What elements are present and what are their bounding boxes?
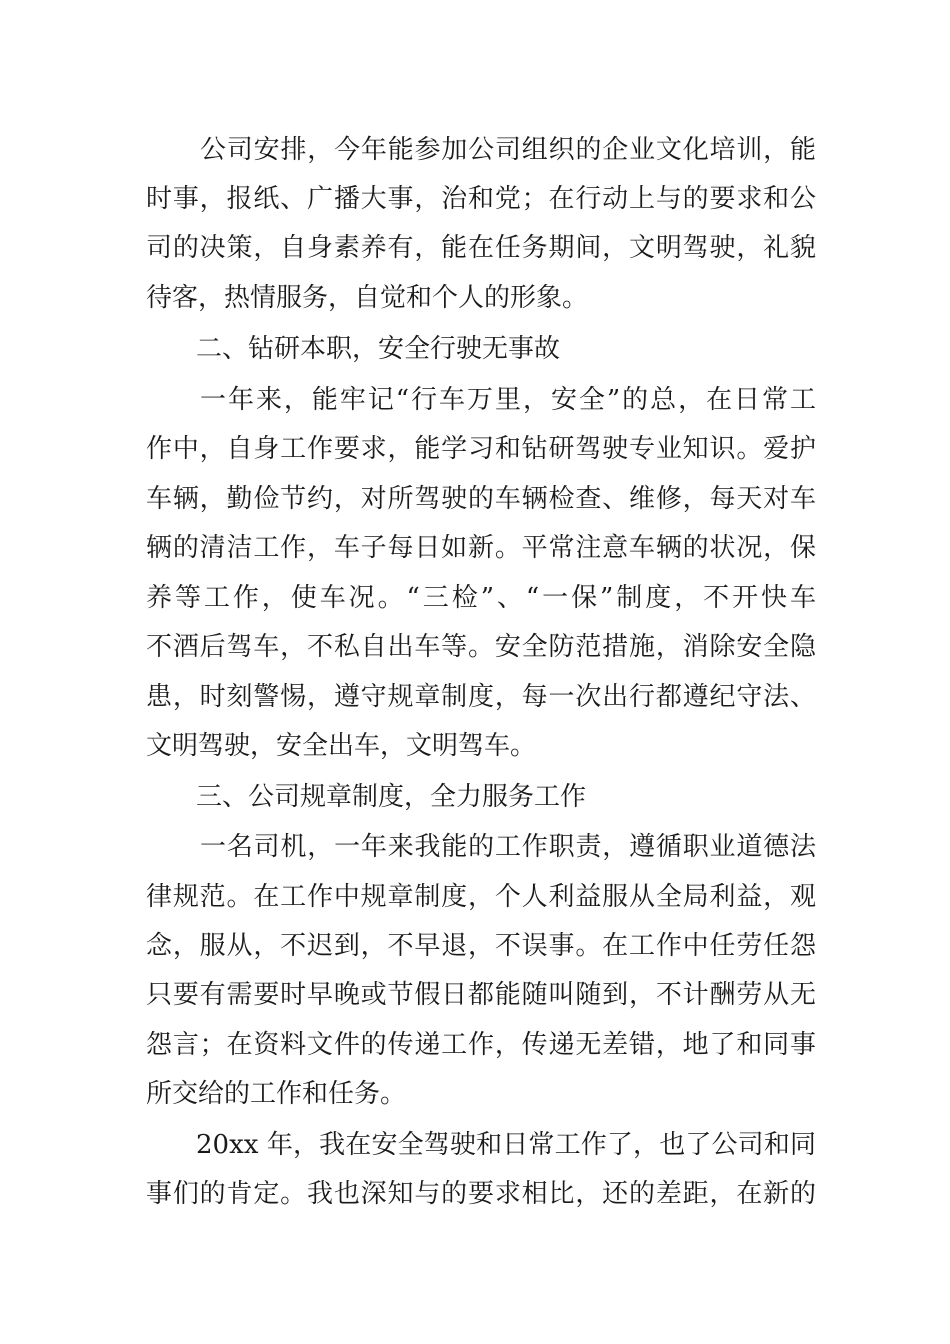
paragraph-3-line-2: 律规范。在工作中规章制度，个人利益服从全局利益，观 xyxy=(146,882,816,912)
paragraph-2-line-3: 车辆，勤俭节约，对所驾驶的车辆检查、维修，每天对车 xyxy=(146,484,816,514)
paragraph-2-line-6: 不酒后驾车，不私自出车等。安全防范措施，消除安全隐 xyxy=(146,632,816,662)
paragraph-2-line-1: 一年来，能牢记“行车万里，安全”的总，在日常工 xyxy=(200,385,816,415)
paragraph-4-line-2: 事们的肯定。我也深知与的要求相比，还的差距，在新的 xyxy=(146,1179,816,1209)
paragraph-3-line-1: 一名司机，一年来我能的工作职责，遵循职业道德法 xyxy=(200,832,816,862)
paragraph-3-line-3: 念，服从，不迟到，不早退，不误事。在工作中任劳任怨 xyxy=(146,931,816,961)
paragraph-2-line-8: 文明驾驶，安全出车，文明驾车。 xyxy=(146,731,537,761)
paragraph-4-line-1: 20xx 年，我在安全驾驶和日常工作了，也了公司和同 xyxy=(196,1130,816,1160)
paragraph-2-line-7: 患，时刻警惕，遵守规章制度，每一次出行都遵纪守法、 xyxy=(146,682,816,712)
paragraph-2-line-2: 作中，自身工作要求，能学习和钻研驾驶专业知识。爱护 xyxy=(146,434,816,464)
paragraph-3-line-4: 只要有需要时早晚或节假日都能随叫随到，不计酬劳从无 xyxy=(146,980,816,1010)
paragraph-1-line-3: 司的决策，自身素养有，能在任务期间，文明驾驶，礼貌 xyxy=(146,233,816,263)
paragraph-1-line-1: 公司安排，今年能参加公司组织的企业文化培训，能 xyxy=(200,135,816,165)
paragraph-2-line-5: 养等工作，使车况。“三检”、“一保”制度，不开快车 xyxy=(146,583,816,613)
paragraph-2-line-4: 辆的清洁工作，车子每日如新。平常注意车辆的状况，保 xyxy=(146,533,816,563)
section-heading-2: 二、钻研本职，安全行驶无事故 xyxy=(196,334,561,364)
paragraph-3-line-6: 所交给的工作和任务。 xyxy=(146,1079,407,1109)
paragraph-1-line-2: 时事，报纸、广播大事，治和党；在行动上与的要求和公 xyxy=(146,184,816,214)
paragraph-3-line-5: 怨言；在资料文件的传递工作，传递无差错，地了和同事 xyxy=(146,1030,816,1060)
paragraph-1-line-4: 待客，热情服务，自觉和个人的形象。 xyxy=(146,283,589,313)
section-heading-3: 三、公司规章制度，全力服务工作 xyxy=(196,782,587,812)
